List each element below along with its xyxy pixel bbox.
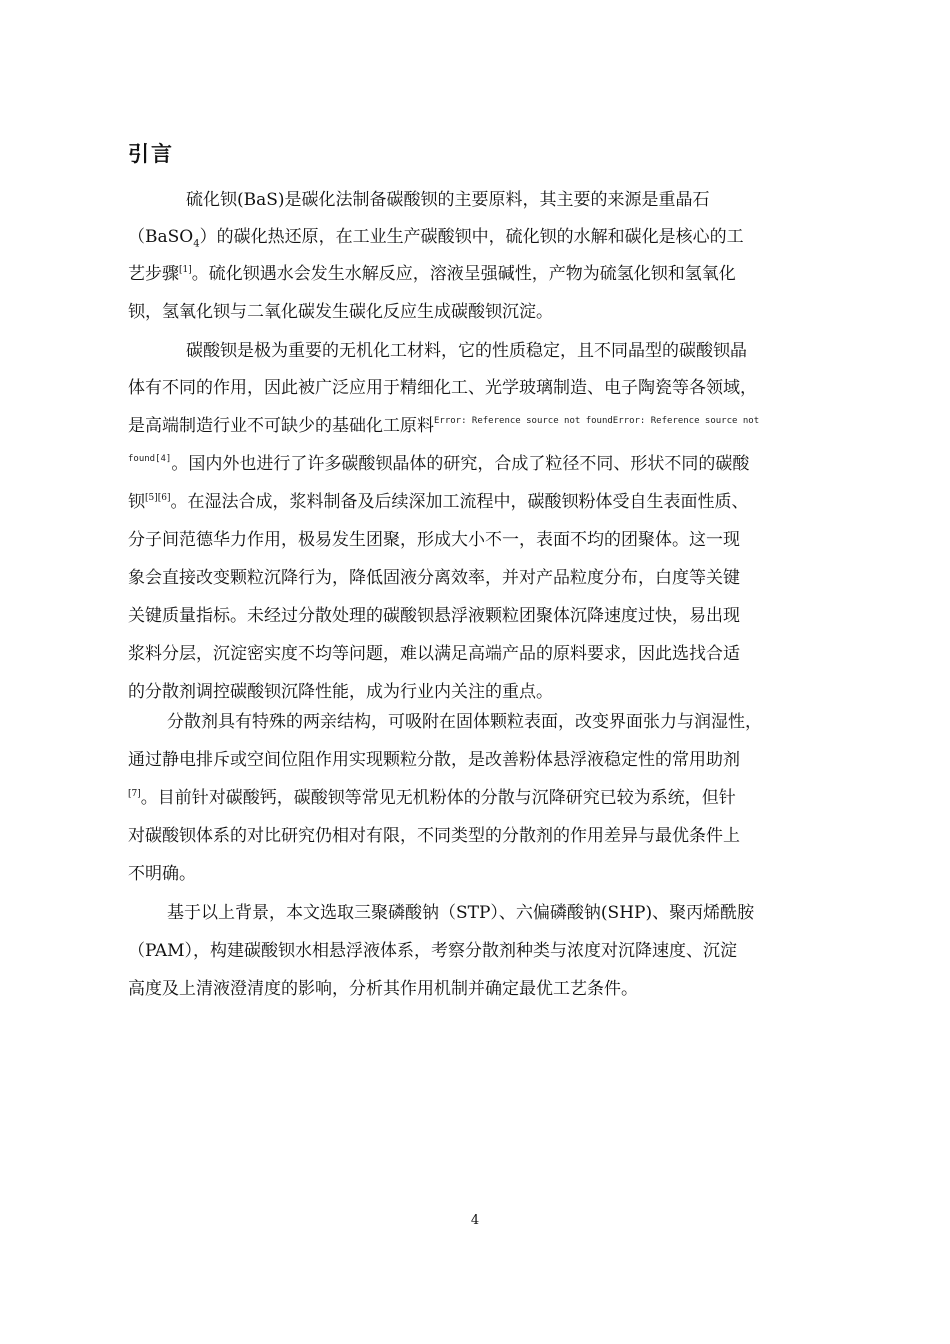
paragraph-3-line [128,824,740,848]
page-number: 4 [470,1213,480,1228]
text-run: 钡，氢氧化钡与二氧化碳发生碳化反应生成碳酸钡沉淀。 [128,302,553,322]
text-run: 对碳酸钡体系的对比研究仍相对有限，不同类型的分散剂的作用差异与最优条件上 [128,826,740,846]
citation-ref: [5][6] [145,493,171,503]
paragraph-2-line [128,490,749,514]
text-run: 基于以上背景，本文选取三聚磷酸钠（STP）、六偏磷酸钠(SHP)、聚丙烯酰胺 [167,903,755,923]
text-run: （PAM），构建碳酸钡水相悬浮液体系，考察分散剂种类与浓度对沉降速度、沉淀 [128,941,738,961]
paragraph-3-line [128,786,736,810]
paragraph-2-line [128,414,759,438]
paragraph-2-line [128,566,740,590]
text-run: 浆料分层，沉淀密实度不均等问题，难以满足高端产品的原料要求，因此选找合适 [128,644,740,664]
paragraph-4-line [128,977,638,1001]
text-run: 关键质量指标。未经过分散处理的碳酸钡悬浮液颗粒团聚体沉降速度过快，易出现 [128,606,740,626]
paragraph-1-line [186,188,710,212]
text-run: （BaSO [128,227,194,247]
text-run: 是高端制造行业不可缺少的基础化工原料 [128,416,434,436]
text-run: 分子间范德华力作用，极易发生团聚，形成大小不一，表面不均的团聚体。这一现 [128,530,740,550]
text-run: 不明确。 [128,864,196,884]
paragraph-1-line [128,225,744,249]
text-run: 分散剂具有特殊的两亲结构，可吸附在固体颗粒表面，改变界面张力与润湿性， [167,712,762,732]
text-run: 硫化钡(BaS)是碳化法制备碳酸钡的主要原料，其主要的来源是重晶石 [186,190,710,210]
text-run: 。目前针对碳酸钙，碳酸钡等常见无机粉体的分散与沉降研究已较为系统，但针 [140,788,736,808]
paragraph-4-line [167,901,754,925]
text-run: 碳酸钡是极为重要的无机化工材料，它的性质稳定，且不同晶型的碳酸钡晶 [186,341,747,361]
paragraph-2-line [128,376,757,400]
text-run: ）的碳化热还原，在工业生产碳酸钡中，硫化钡的水解和碳化是核心的工 [199,227,744,247]
text-run: 通过静电排斥或空间位阻作用实现颗粒分散，是改善粉体悬浮液稳定性的常用助剂 [128,750,740,770]
paragraph-2-line [186,339,747,363]
text-run: 钡 [128,492,145,512]
text-run: 象会直接改变颗粒沉降行为，降低固液分离效率，并对产品粒度分布，白度等关键 [128,568,740,588]
paragraph-1-line [128,262,736,286]
text-run: 高度及上清液澄清度的影响，分析其作用机制并确定最优工艺条件。 [128,979,638,999]
citation-ref: [1] [179,265,192,275]
reference-error: found[4] [128,454,172,464]
section-heading: 引言 [128,142,174,166]
text-run: 的分散剂调控碳酸钡沉降性能，成为行业内关注的重点。 [128,682,553,702]
text-run: 。硫化钡遇水会发生水解反应，溶液呈强碱性，产物为硫氢化钡和氢氧化 [191,264,736,284]
text-run: 艺步骤 [128,264,179,284]
paragraph-1-line [128,300,553,324]
paragraph-2-line [128,680,553,704]
reference-error: Error: Reference source not foundError: Reference source not [434,416,760,426]
text-run: 。国内外也进行了许多碳酸钡晶体的研究，合成了粒径不同、形状不同的碳酸 [171,454,750,474]
paragraph-2-line [128,642,740,666]
paragraph-4-line [128,939,737,963]
subscript: 4 [193,238,200,250]
citation-ref: [7] [128,789,141,799]
paragraph-3-line [167,710,762,734]
paragraph-2-line [128,604,740,628]
paragraph-3-line [128,748,740,772]
paragraph-2-line [128,452,749,476]
paragraph-3-line [128,862,196,886]
text-run: 。在湿法合成，浆料制备及后续深加工流程中，碳酸钡粉体受自生表面性质、 [170,492,749,512]
paragraph-2-line [128,528,740,552]
text-run: 体有不同的作用，因此被广泛应用于精细化工、光学玻璃制造、电子陶瓷等各领域， [128,378,757,398]
